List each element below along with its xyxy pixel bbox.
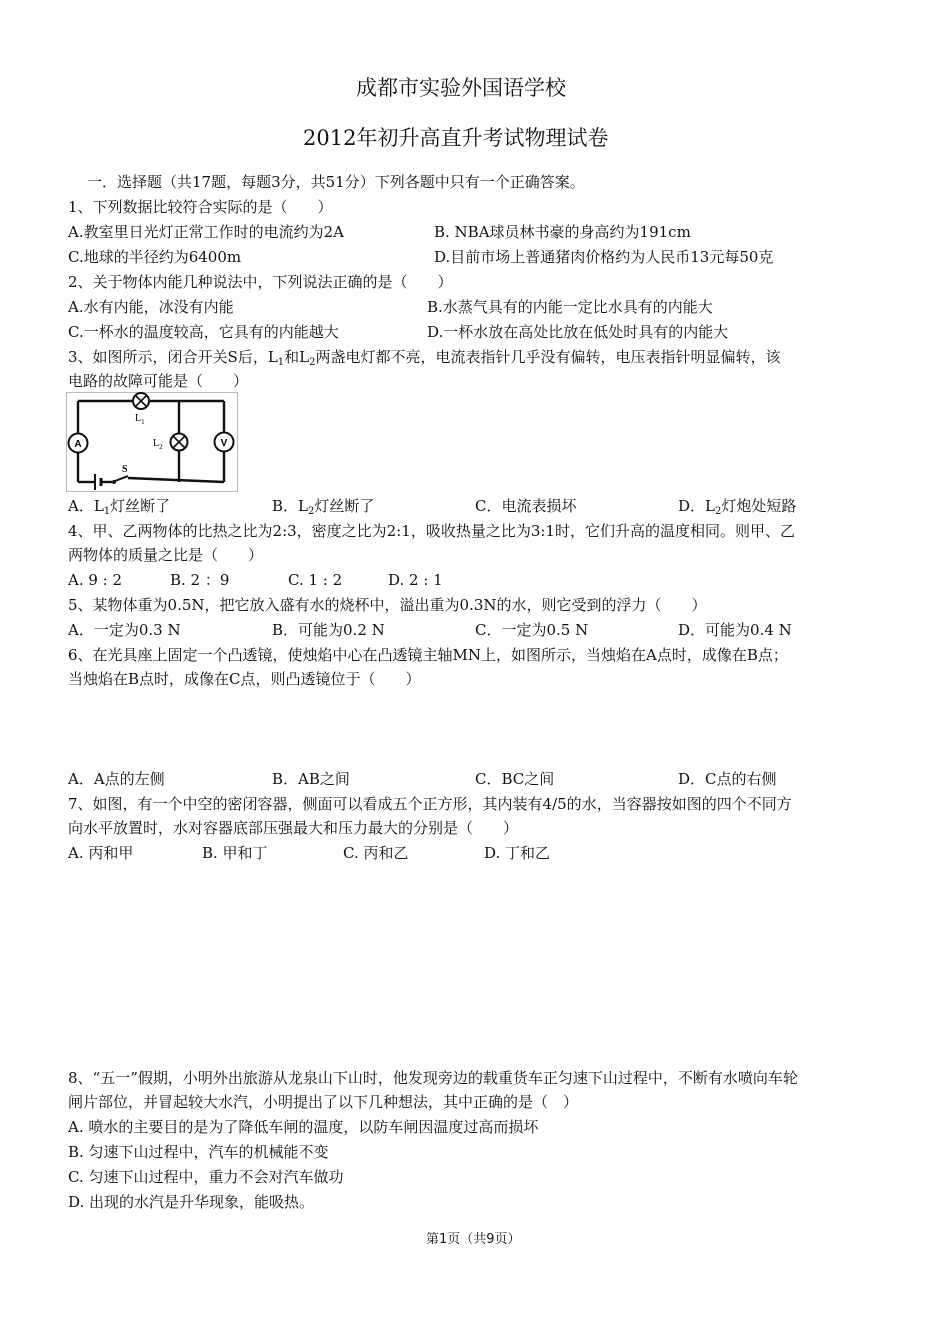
- q4-stem-line1: 4、甲、乙两物体的比热之比为2:3，密度之比为2:1，吸收热量之比为3:1时，它们升高的温度相同。则甲、乙: [68, 522, 795, 540]
- section-intro: 一．选择题（共17题，每题3分，共51分）下列各题中只有一个正确答案。: [87, 173, 585, 191]
- q3-b-tail: 灯丝断了: [314, 497, 375, 515]
- q3-stem-part2: 和L: [284, 348, 310, 366]
- q3-option-b: [272, 496, 374, 522]
- q3-option-a: [68, 496, 170, 522]
- q2-option-a: A.水有内能，冰没有内能: [68, 298, 234, 316]
- q3-stem-sub1: 1: [277, 357, 285, 368]
- q8-option-b: B. 匀速下山过程中，汽车的机械能不变: [68, 1143, 329, 1161]
- q3-a-tail: 灯丝断了: [110, 497, 171, 515]
- switch-symbol: [112, 476, 128, 484]
- q8-stem-line1: 8、“五一”假期，小明外出旅游从龙泉山下山时，他发现旁边的载重货车正匀速下山过程中，不断有水喷向车轮: [68, 1069, 798, 1087]
- school-name: 成都市实验外国语学校: [356, 76, 566, 100]
- q8-option-d: D. 出现的水汽是升华现象，能吸热。: [68, 1193, 315, 1211]
- q1-stem: 1、下列数据比较符合实际的是（ ）: [68, 198, 333, 216]
- q5-stem: 5、某物体重为0.5N，把它放入盛有水的烧杯中，溢出重为0.3N的水，则它受到的浮力（ ）: [68, 596, 707, 614]
- q6-stem-line1: 6、在光具座上固定一个凸透镜，使烛焰中心在凸透镜主轴MN上，如图所示，当烛焰在A点时，成像在B点；: [68, 646, 788, 664]
- q3-d-sub: 2: [715, 506, 722, 517]
- q8-option-a: A. 喷水的主要目的是为了降低车闸的温度，以防车闸因温度过高而损坏: [68, 1118, 539, 1136]
- q3-stem-line2: 电路的故障可能是（ ）: [68, 372, 249, 390]
- q6-option-a: A．A点的左侧: [68, 770, 165, 788]
- q3-stem-sub2: 2: [309, 357, 316, 368]
- lamp-l2-icon: [171, 434, 188, 451]
- q5-option-d: D．可能为0.4 N: [678, 621, 792, 639]
- q7-option-d: D. 丁和乙: [484, 844, 551, 862]
- q1-option-b: B. NBA球员林书豪的身高约为191cm: [434, 223, 691, 241]
- q4-option-d: D. 2 : 1: [388, 571, 443, 589]
- q8-stem-line2: 闸片部位，并冒起较大水汽，小明提出了以下几种想法，其中正确的是（ ）: [68, 1093, 579, 1111]
- lamp-l1-icon: [133, 393, 149, 409]
- q4-option-b: B. 2 ：9: [170, 571, 230, 589]
- q6-option-c: C．BC之间: [475, 770, 555, 788]
- q1-option-c: C.地球的半径约为6400m: [68, 248, 242, 266]
- q1-option-a: A.教室里日光灯正常工作时的电流约为2A: [68, 223, 344, 241]
- q3-a-sub: 1: [103, 506, 111, 517]
- circuit-diagram: [66, 392, 238, 492]
- q6-option-b: B．AB之间: [272, 770, 350, 788]
- q3-b-sub: 2: [307, 506, 315, 517]
- q5-option-b: B．可能为0.2 N: [272, 621, 385, 639]
- q7-stem-line2: 向水平放置时，水对容器底部压强最大和压力最大的分别是（ ）: [68, 819, 519, 837]
- q4-stem-line2: 两物体的质量之比是（ ）: [68, 546, 264, 564]
- q3-b-text: B．L: [272, 497, 308, 515]
- q7-option-b: B. 甲和丁: [202, 844, 268, 862]
- q3-stem-part1: 3、如图所示，闭合开关S后，L: [68, 348, 278, 366]
- voltmeter-label: V: [220, 438, 228, 449]
- q4-option-a: A. 9 : 2: [68, 571, 123, 589]
- q3-d-tail: 灯炮处短路: [721, 497, 797, 515]
- lamp-l1-label: $L_1$: [135, 413, 145, 426]
- page-number: 第1页（共9页）: [426, 1232, 521, 1247]
- q3-stem-part3: 两盏电灯都不亮，电流表指针几乎没有偏转，电压表指针明显偏转，该: [315, 348, 781, 366]
- q7-option-a: A. 丙和甲: [68, 844, 134, 862]
- lamp-l2-label: $L_2$: [153, 438, 163, 451]
- q3-option-d: [678, 496, 796, 522]
- ammeter-label: A: [74, 439, 82, 450]
- switch-label: S: [122, 464, 128, 475]
- q6-option-d: D．C点的右侧: [678, 770, 777, 788]
- q2-option-b: B.水蒸气具有的内能一定比水具有的内能大: [427, 298, 713, 316]
- q4-option-c: C. 1 : 2: [288, 571, 343, 589]
- q5-option-c: C．一定为0.5 N: [475, 621, 589, 639]
- q6-stem-line2: 当烛焰在B点时，成像在C点，则凸透镜位于（ ）: [68, 670, 421, 688]
- q7-option-c: C. 丙和乙: [343, 844, 409, 862]
- q3-stem-line1: [68, 347, 781, 373]
- q3-option-c: C．电流表损坏: [475, 497, 577, 515]
- q2-option-d: D.一杯水放在高处比放在低处时具有的内能大: [427, 323, 729, 341]
- q7-stem-line1: 7、如图，有一个中空的密闭容器，侧面可以看成五个正方形，其内装有4/5的水，当容器按如图的四个不同方: [68, 795, 792, 813]
- q1-option-d: D.目前市场上普通猪肉价格约为人民币13元每50克: [434, 248, 774, 266]
- q8-option-c: C. 匀速下山过程中，重力不会对汽车做功: [68, 1168, 344, 1186]
- q3-d-text: D．L: [678, 497, 715, 515]
- q5-option-a: A．一定为0.3 N: [68, 621, 181, 639]
- exam-title: 2012年初升高直升考试物理试卷: [303, 126, 609, 150]
- q2-stem: 2、关于物体内能几种说法中，下列说法正确的是（ ）: [68, 273, 453, 291]
- q2-option-c: C.一杯水的温度较高，它具有的内能越大: [68, 323, 339, 341]
- q3-a-text: A．L: [68, 497, 104, 515]
